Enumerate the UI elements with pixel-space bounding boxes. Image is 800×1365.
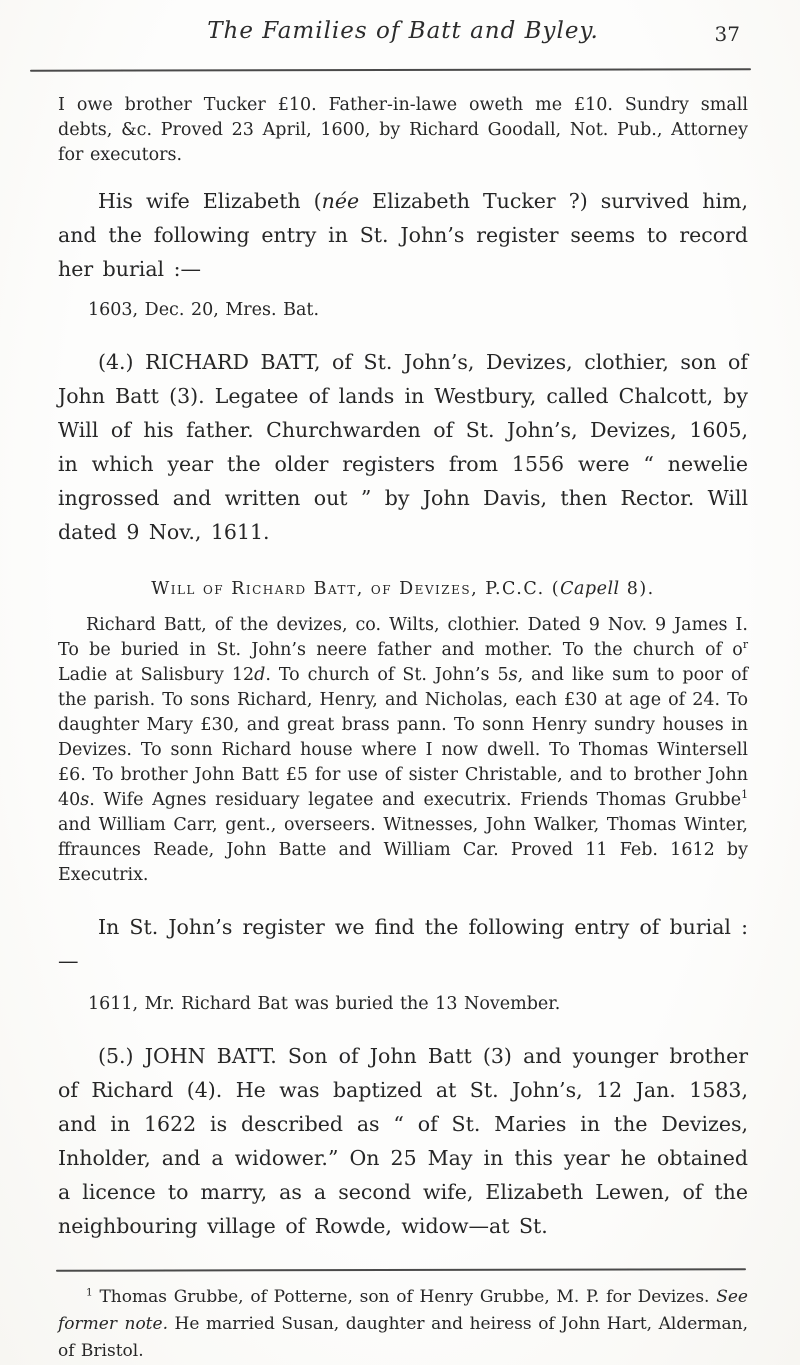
burial-entry-1603: 1603, Dec. 20, Mres. Bat. [88,300,320,320]
page-header [58,18,748,56]
footnote-rule [56,1268,746,1271]
running-title: The Families of Batt and Byley. [207,18,599,44]
richard-batt-paragraph: (4.) RICHARD BATT, of St. John’s, Devizes, clothier, son of John Batt (3). Legatee of lands in Westbury, called Chalcott, by Will of his father. Churchwarden of St. John’s, Devizes, 1605, in which year the older registers from 1556 were “ newelie ingrossed and written out ” by John Davis, then Rector. Will dated 9 Nov., 1611. [58,350,748,544]
probate-continuation-paragraph: I owe brother Tucker £10. Father-in-lawe oweth me £10. Sundry small debts, &c. Proved 23 April, 1600, by Richard Goodall, Not. Pub., Attorney for executors. [58,95,748,165]
will-heading: Will of Richard Batt, of Devizes, P.C.C. (Capell 8). [151,579,655,599]
will-abstract-paragraph: Richard Batt, of the devizes, co. Wilts, clothier. Dated 9 Nov. 9 James I. To be buried in St. John’s neere father and mother. To the church of $o^r$ Ladie at Salisbury 12d. To church of St. John’s 5s, and like sum to poor of the parish. To sons Richard, Henry, and Nicholas, each £30 at age of 24. To daughter Mary £30, and great brass pann. To sonn Henry sundry houses in Devizes. To sonn Richard house where I now dwell. To Thomas Wintersell £6. To brother John Batt £5 for use of sister Christable, and to brother John 40s. Wife Agnes residuary legatee and executrix. Friends Thomas Grubbe$^1$ and William Carr, gent., overseers. Witnesses, John Walker, Thomas Winter, ffraunces Reade, John Batte and William Car. Proved 11 Feb. 1612 by Executrix. [58,615,748,885]
footnote-text: $^1$ Thomas Grubbe, of Potterne, son of Henry Grubbe, M. P. for Devizes. See former note. He married Susan, daughter and heiress of John Hart, Alderman, of Bristol. [58,1286,749,1361]
page-number: 37 [714,22,740,46]
john-batt-paragraph: (5.) JOHN BATT. Son of John Batt (3) and younger brother of Richard (4). He was baptized at St. John’s, 12 Jan. 1583, and in 1622 is described as “ of St. Maries in the Devizes, Inholder, and a widower.” On 25 May in this year he obtained a licence to marry, as a second wife, Elizabeth Lewen, of the neighbouring village of Rowde, widow—at St. [58,1044,748,1238]
burial-entry-1611: 1611, Mr. Richard Bat was buried the 13 November. [88,994,561,1014]
wife-elizabeth-paragraph: His wife Elizabeth (née Elizabeth Tucker ?) survived him, and the following entry in St. John’s register seems to record her burial :— [58,189,748,281]
register-entry-paragraph: In St. John’s register we find the following entry of burial :— [58,915,748,973]
header-rule [30,68,751,72]
